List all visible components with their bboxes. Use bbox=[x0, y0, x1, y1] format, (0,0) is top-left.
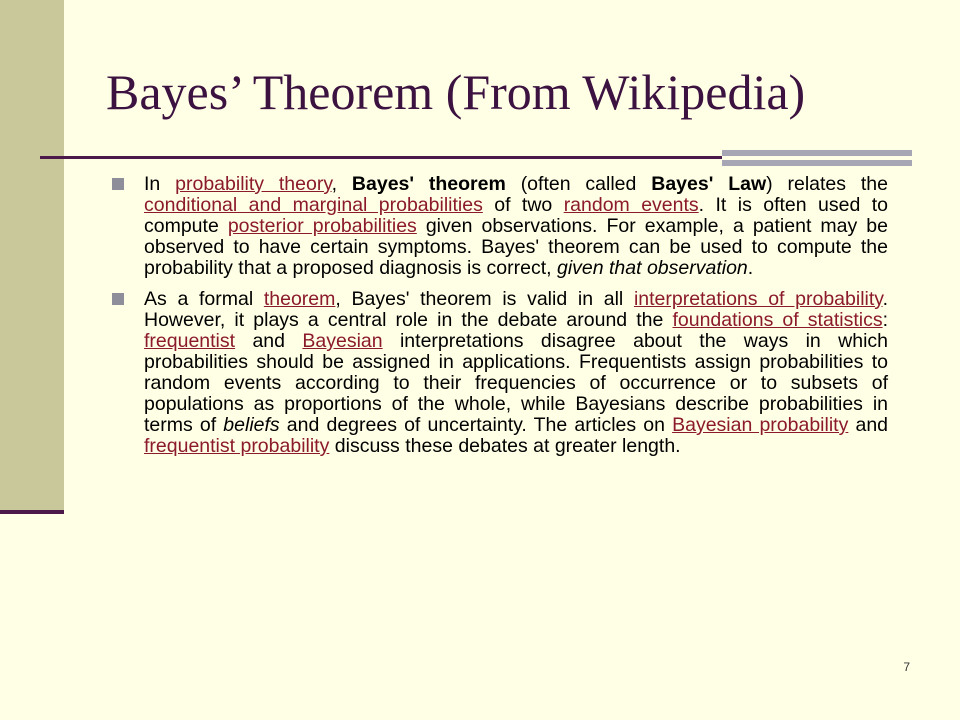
text-run: As a formal bbox=[144, 288, 264, 310]
link-interpretations-of-probability[interactable]: interpretations of probability bbox=[633, 288, 883, 310]
title-rule bbox=[40, 156, 722, 159]
square-bullet-icon bbox=[112, 293, 124, 305]
text-run: discuss these debates at greater length. bbox=[329, 435, 681, 457]
text-run: of two bbox=[482, 194, 564, 216]
slide-title: Bayes’ Theorem (From Wikipedia) bbox=[106, 64, 806, 120]
bullet-paragraph-2 bbox=[108, 289, 888, 457]
text-run: In bbox=[144, 173, 176, 195]
text-run: : bbox=[882, 309, 888, 331]
link-bayesian-probability[interactable]: Bayesian probability bbox=[672, 414, 849, 436]
link-theorem[interactable]: theorem bbox=[263, 288, 336, 310]
link-random-events[interactable]: random events bbox=[563, 194, 699, 216]
text-run: . However, it plays a central role in the debate around the bbox=[144, 288, 888, 331]
link-probability-theory[interactable]: probability theory bbox=[175, 173, 332, 195]
link-posterior-probabilities[interactable]: posterior probabilities bbox=[227, 215, 417, 237]
text-run: , Bayes' theorem is valid in all bbox=[335, 288, 634, 310]
link-foundations-of-statistics[interactable]: foundations of statistics bbox=[672, 309, 883, 331]
text-run: given observations. For example, a patient may be observed to have certain symptoms. Bayes' theorem can be used to compute the probability that a proposed diagnosis is correct, bbox=[144, 215, 888, 279]
text-run: (often called bbox=[505, 173, 652, 195]
title-rule-accent-bottom bbox=[722, 160, 912, 166]
text-run: ) relates the bbox=[766, 173, 888, 195]
bold-term-bayes-law: Bayes' Law bbox=[651, 173, 767, 195]
text-run: and bbox=[235, 330, 303, 352]
text-run: and bbox=[848, 414, 889, 436]
text-run: . bbox=[747, 257, 754, 279]
band-underline bbox=[0, 510, 64, 514]
link-frequentist-probability[interactable]: frequentist probability bbox=[144, 435, 330, 457]
link-frequentist[interactable]: frequentist bbox=[144, 330, 236, 352]
slide-body bbox=[108, 174, 888, 467]
text-run: . It is often used to compute bbox=[144, 194, 888, 237]
bold-term-bayes-theorem: Bayes' theorem bbox=[351, 173, 506, 195]
left-decorative-band bbox=[0, 0, 64, 512]
italic-beliefs: beliefs bbox=[223, 414, 280, 436]
text-run: and degrees of uncertainty. The articles on bbox=[279, 414, 673, 436]
bullet-paragraph-1 bbox=[108, 174, 888, 279]
text-run: , bbox=[331, 173, 352, 195]
link-bayesian[interactable]: Bayesian bbox=[302, 330, 383, 352]
square-bullet-icon bbox=[112, 178, 124, 190]
link-conditional-and-marginal-probabilities[interactable]: conditional and marginal probabilities bbox=[144, 194, 483, 216]
text-run: interpretations disagree about the ways in which probabilities should be assigned in applications. Frequentists assign probabilities to random events according to their frequencies of occurrence or to subsets of populations as proportions of the whole, while Bayesians describe probabilities in terms of bbox=[144, 330, 888, 436]
italic-given-that-observation: given that observation bbox=[556, 257, 748, 279]
page-number: 7 bbox=[903, 660, 910, 674]
title-rule-accent-top bbox=[722, 150, 912, 156]
